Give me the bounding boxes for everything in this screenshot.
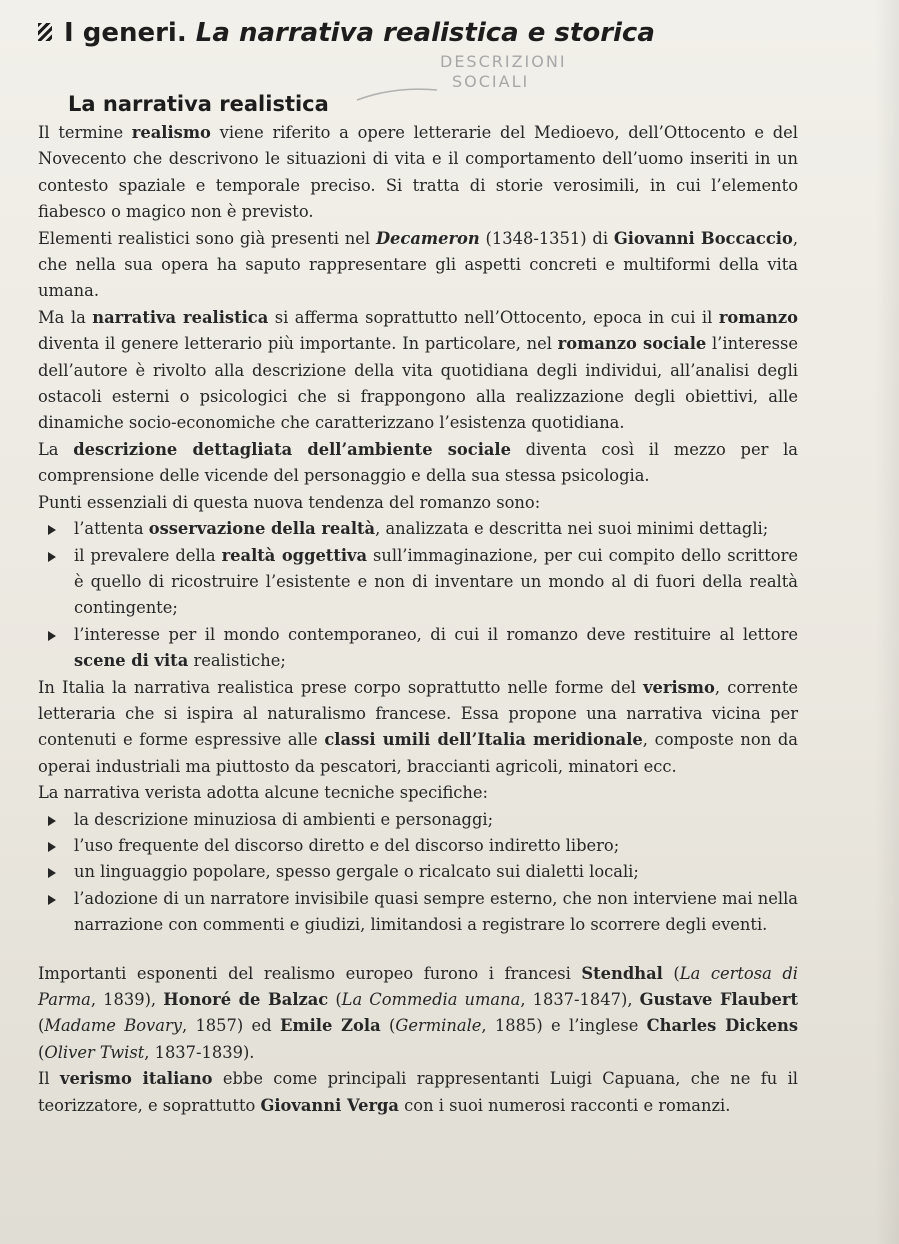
paragraph: Elementi realistici sono già presenti nel Decameron (1348-1351) di Giovanni Boccaccio, che nella sua opera ha saputo rappresentare gli aspetti concreti e multiformi della vita umana.	[38, 228, 798, 301]
paragraph: In Italia la narrativa realistica prese corpo soprattutto nelle forme del verismo, corrente letteraria che si ispira al naturalismo francese. Essa propone una narrativa vicina per contenuti e forme espressive alle classi umili dell’Italia meridionale, composte non da operai industriali ma piuttosto da pescatori, braccianti agricoli, minatori ecc.	[38, 677, 798, 776]
paragraph: Il termine realismo viene riferito a opere letterarie del Medioevo, dell’Ottocento e del Novecento che descrivono le situazioni di vita e il comportamento dell’uomo inseriti in un contesto spaziale e temporale preciso. Si tratta di storie verosimili, in cui l’elemento fiabesco o magico non è previsto.	[38, 123, 798, 222]
list-item: un linguaggio popolare, spesso gergale o ricalcato sui dialetti locali;	[38, 859, 798, 885]
hatch-mark-icon	[38, 23, 52, 41]
chapter-title: I generi. La narrativa realistica e storica	[38, 18, 655, 48]
paragraph: Punti essenziali di questa nuova tendenza del romanzo sono:	[38, 492, 541, 512]
paragraph: La narrativa verista adotta alcune tecniche specifiche:	[38, 783, 489, 803]
list-item: la descrizione minuziosa di ambienti e personaggi;	[38, 807, 798, 833]
bullet-triangle-icon	[48, 842, 56, 852]
list-item: l’interesse per il mondo contemporaneo, di cui il romanzo deve restituire al lettore scene di vita realistiche;	[38, 622, 798, 675]
list-item: l’uso frequente del discorso diretto e del discorso indiretto libero;	[38, 833, 798, 859]
bullet-triangle-icon	[48, 631, 56, 641]
paragraph: La descrizione dettagliata dell’ambiente sociale diventa così il mezzo per la comprensione delle vicende del personaggio e della sua stessa psicologia.	[38, 439, 798, 486]
bullet-triangle-icon	[48, 895, 56, 905]
list-item: l’attenta osservazione della realtà, analizzata e descritta nei suoi minimi dettagli;	[38, 516, 798, 542]
list-item: l’adozione di un narratore invisibile quasi sempre esterno, che non interviene mai nella narrazione con commenti e giudizi, limitandosi a registrare lo scorrere degli eventi.	[38, 886, 798, 939]
techniques-list	[38, 807, 798, 939]
section-title: La narrativa realistica	[68, 92, 329, 116]
bullet-triangle-icon	[48, 525, 56, 535]
bullet-triangle-icon	[48, 868, 56, 878]
key-points-list	[38, 516, 798, 674]
paragraph: Importanti esponenti del realismo europeo furono i francesi Stendhal (La certosa di Parma, 1839), Honoré de Balzac (La Commedia umana, 1837-1847), Gustave Flaubert (Madame Bovary, 1857) ed Emile Zola (Germinale, 1885) e l’inglese Charles Dickens (Oliver Twist, 1837-1839).	[38, 963, 799, 1062]
handwritten-note: DESCRIZIONI SOCIALI	[440, 52, 567, 91]
page-fold-shadow	[875, 0, 899, 1244]
paragraph: Il verismo italiano ebbe come principali rappresentanti Luigi Capuana, che ne fu il teorizzatore, e soprattutto Giovanni Verga con i suoi numerosi racconti e romanzi.	[38, 1069, 798, 1115]
body-text	[38, 120, 798, 1119]
paragraph: Ma la narrativa realistica si afferma soprattutto nell’Ottocento, epoca in cui il romanzo diventa il genere letterario più importante. In particolare, nel romanzo sociale l’interesse dell’autore è rivolto alla descrizione della vita quotidiana degli individui, all’analisi degli ostacoli esterni o psicologici che si frappongono alla realizzazione degli obiettivi, alle dinamiche socio-economiche che caratterizzano l’esistenza quotidiana.	[38, 307, 798, 433]
bullet-triangle-icon	[48, 816, 56, 826]
handwritten-arrow-icon	[355, 84, 445, 104]
bullet-triangle-icon	[48, 552, 56, 562]
list-item: il prevalere della realtà oggettiva sull’immaginazione, per cui compito dello scrittore è quello di ricostruire l’esistente e non di inventare un mondo al di fuori della realtà contingente;	[38, 543, 798, 622]
